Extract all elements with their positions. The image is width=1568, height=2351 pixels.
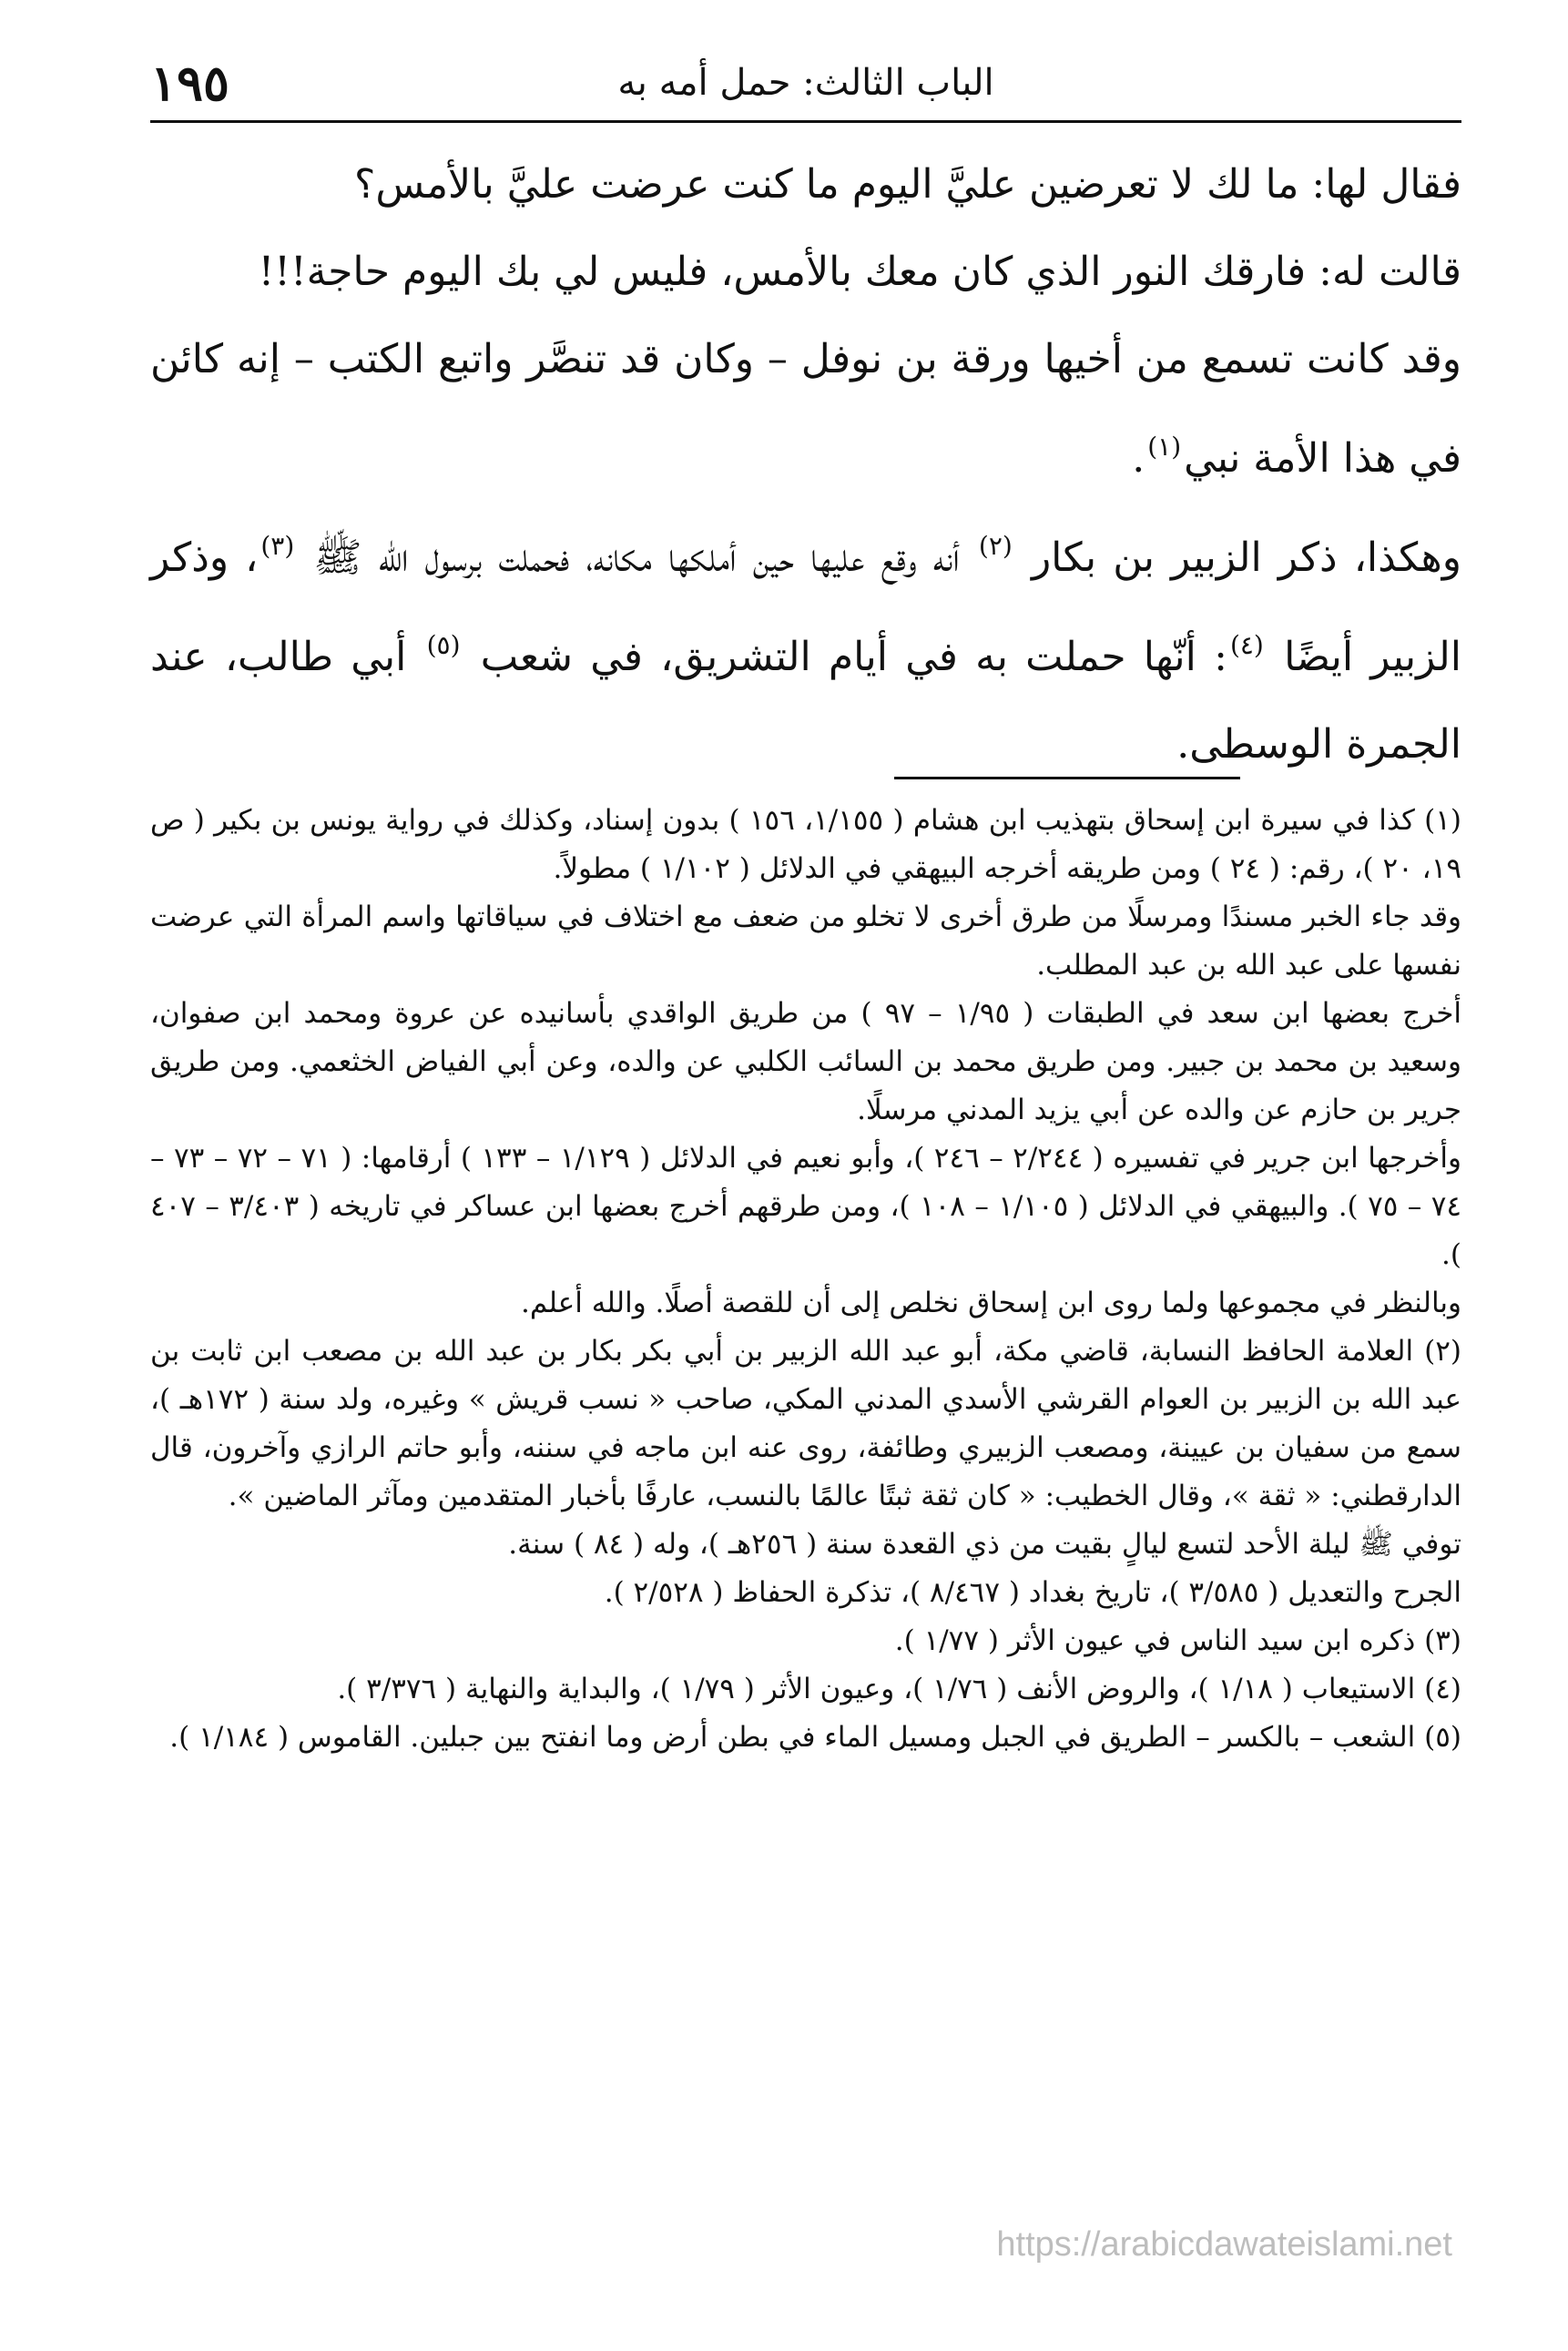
chapter-title: الباب الثالث: حمل أمه به xyxy=(617,62,994,104)
footnote-4: (٤) الاستيعاب ( ١/١٨ )، والروض الأنف ( ١/٧٦ )، وعيون الأثر ( ١/٧٩ )، والبداية والنهاية ( ٣/٣٧٦ ). xyxy=(337,1673,1461,1705)
footnote-ref-5[interactable]: (٥) xyxy=(426,630,461,660)
paragraph-4-part-d: : أنّها حملت به في أيام التشريق، في شعب xyxy=(480,634,1227,680)
footnote-ref-4[interactable]: (٤) xyxy=(1229,630,1264,660)
footnote-ref-1[interactable]: (١) xyxy=(1147,432,1182,462)
watermark-url: https://arabicdawateislami.net xyxy=(996,2225,1452,2264)
running-header xyxy=(150,47,1461,118)
footnote-5: (٥) الشعب – بالكسر – الطريق في الجبل ومسيل الماء في بطن أرض وما انفتح بين جبلين. القاموس ( ١/١٨٤ ). xyxy=(169,1721,1461,1754)
footnote-ref-2[interactable]: (٢) xyxy=(978,531,1013,561)
footnote-1-cont-d: وبالنظر في مجموعها ولما روى ابن إسحاق نخلص إلى أن للقصة أصلًا. والله أعلم. xyxy=(521,1287,1461,1319)
footnote-3: (٣) ذكره ابن سيد الناس في عيون الأثر ( ١/٧٧ ). xyxy=(894,1624,1461,1657)
footnote-1-cont-b: أخرج بعضها ابن سعد في الطبقات ( ١/٩٥ – ٩٧ ) من طريق الواقدي بأسانيده عن عروة ومحمد ابن صفوان، وسعيد بن محمد بن جبير. ومن طريق محمد بن السائب الكلبي عن والده، وعن أبي الفياض الخثعمي. ومن طريق جرير بن حازم عن والده عن أبي يزيد المدني مرسلًا. xyxy=(150,997,1461,1126)
paragraph-4-part-b: أنه وقع عليها حين أملكها مكانه، فحملت برسول الله ﷺ xyxy=(313,534,960,581)
footnote-1: (١) كذا في سيرة ابن إسحاق بتهذيب ابن هشام ( ١/١٥٥، ١٥٦ ) بدون إسناد، وكذلك في رواية يونس بن بكير ( ص ١٩، ٢٠ )، رقم: ( ٢٤ ) ومن طريقه أخرجه البيهقي في الدلائل ( ١/١٠٢ ) مطولاً. xyxy=(150,804,1462,885)
footnote-2: (٢) العلامة الحافظ النسابة، قاضي مكة، أبو عبد الله الزبير بن أبي بكر بكار بن عبد الله بن مصعب ابن ثابت بن عبد الله بن الزبير بن العوام القرشي الأسدي المدني المكي، صاحب « نسب قريش » وغيره، ولد سنة ( ١٧٢هـ )، سمع من سفيان بن عيينة، ومصعب الزبيري وطائفة، روى عنه ابن ماجه في سننه، وأبو حاتم الرازي وآخرون، قال الدارقطني: « ثقة »، وقال الخطيب: « كان ثقة ثبتًا عالمًا بالنسب، عارفًا بأخبار المتقدمين ومآثر الماضين ». xyxy=(150,1335,1461,1512)
paragraph-4 xyxy=(150,503,1461,789)
paragraph-4-part-a: وهكذا، ذكر الزبير بن بكار xyxy=(1031,534,1461,581)
paragraph-3-text: وقد كانت تسمع من أخيها ورقة بن نوفل – وكان قد تنصَّر واتبع الكتب – إنه كائن في هذا الأمة نبي xyxy=(150,336,1461,482)
footnote-2-cont-b: الجرح والتعديل ( ٣/٥٨٥ )، تاريخ بغداد ( ٨/٤٦٧ )، تذكرة الحفاظ ( ٢/٥٢٨ ). xyxy=(604,1576,1461,1609)
footnote-2-cont-a: توفي ﷺ ليلة الأحد لتسع ليالٍ بقيت من ذي القعدة سنة ( ٢٥٦هـ )، وله ( ٨٤ ) سنة. xyxy=(508,1528,1461,1561)
page-number: ١٩٥ xyxy=(150,54,230,112)
paragraph-3-end: . xyxy=(1132,435,1145,482)
paragraph-2: قالت له: فارقك النور الذي كان معك بالأمس، فليس لي بك اليوم حاجة!!! xyxy=(258,249,1461,295)
paragraph-4-part-c: ، وذكر الزبير أيضًا xyxy=(150,534,1461,680)
footnotes xyxy=(150,797,1461,1762)
header-divider xyxy=(150,120,1461,123)
footnote-ref-3[interactable]: (٣) xyxy=(260,531,295,561)
paragraph-3 xyxy=(150,316,1461,503)
footnote-1-cont-a: وقد جاء الخبر مسندًا ومرسلًا من طرق أخرى لا تخلو من ضعف مع اختلاف في سياقاتها واسم المرأة التي عرضت نفسها على عبد الله بن عبد المطلب. xyxy=(150,901,1461,982)
footnote-separator xyxy=(894,777,1240,779)
paragraph-1: فقال لها: ما لك لا تعرضين عليَّ اليوم ما كنت عرضت عليَّ بالأمس؟ xyxy=(354,161,1461,208)
main-text xyxy=(150,141,1461,789)
paragraph-4-part-e: أبي طالب، عند الجمرة الوسطى. xyxy=(150,634,1461,768)
footnote-1-cont-c: وأخرجها ابن جرير في تفسيره ( ٢/٢٤٤ – ٢٤٦ )، وأبو نعيم في الدلائل ( ١/١٢٩ – ١٣٣ ) أرقامها: ( ٧١ – ٧٢ – ٧٣ – ٧٤ – ٧٥ ). والبيهقي في الدلائل ( ١/١٠٥ – ١٠٨ )، ومن طرقهم أخرج بعضها ابن عساكر في تاريخه ( ٣/٤٠٣ – ٤٠٧ ). xyxy=(150,1142,1461,1271)
